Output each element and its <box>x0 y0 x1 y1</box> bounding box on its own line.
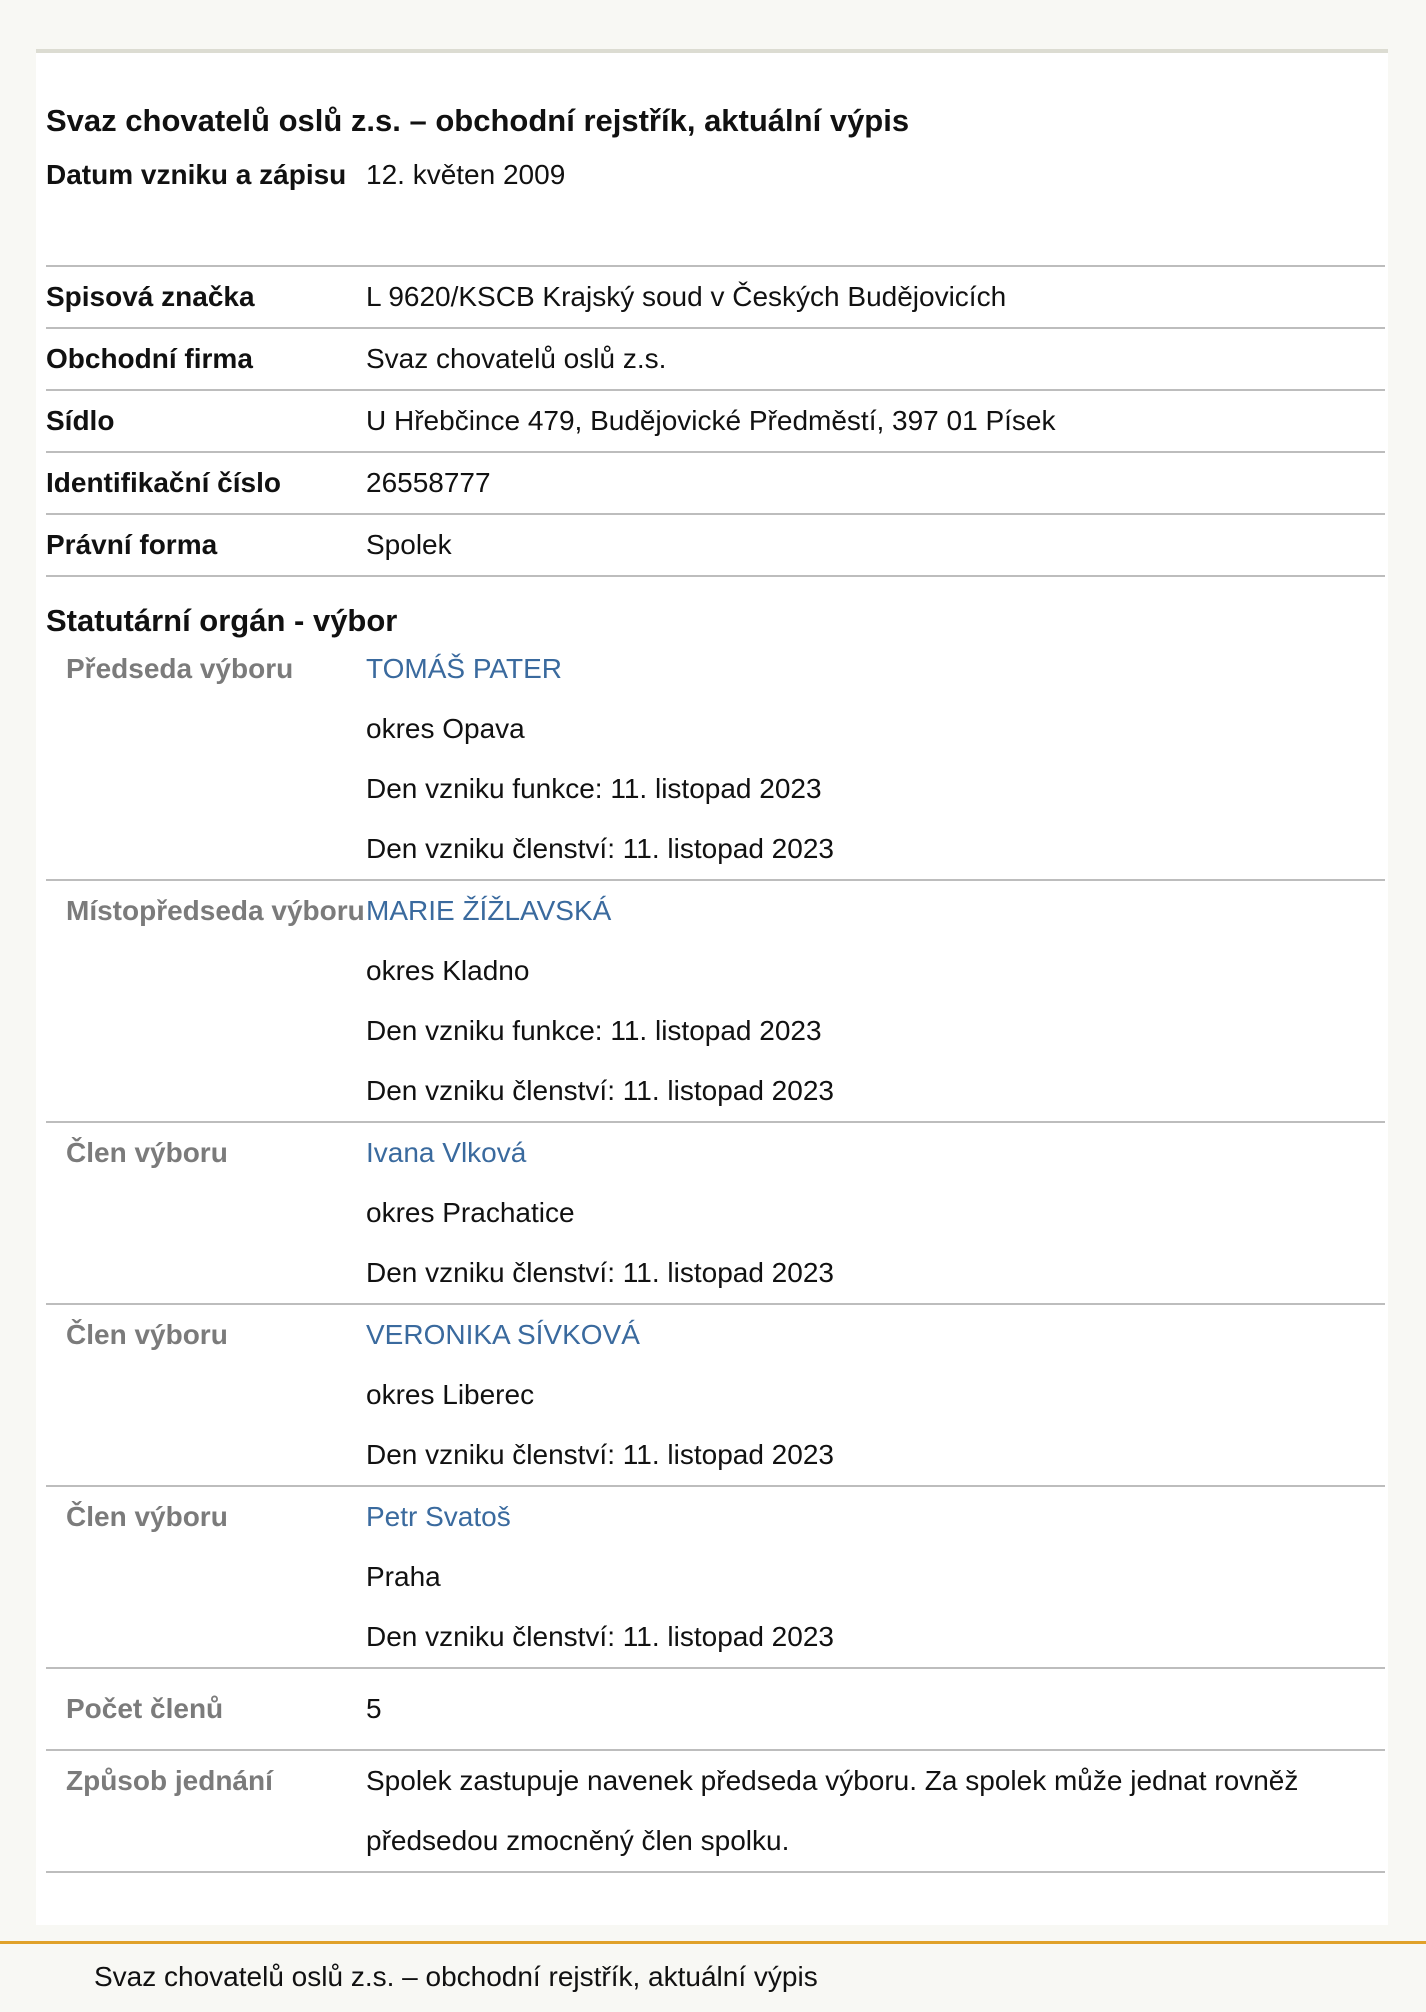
member-details <box>366 881 1385 1121</box>
row-identifikacni-cislo <box>46 453 1385 515</box>
member-membership-start: Den vzniku členství: 11. listopad 2023 <box>366 1257 834 1288</box>
member-membership-start: Den vzniku členství: 11. listopad 2023 <box>366 1075 834 1106</box>
register-extract-content <box>46 99 1385 1873</box>
section-heading-statutarni-organ: Statutární orgán - výbor <box>46 603 398 638</box>
member-name-link[interactable]: VERONIKA SÍVKOVÁ <box>366 1319 640 1350</box>
row-sidlo <box>46 391 1385 453</box>
register-extract-card <box>36 49 1388 1925</box>
member-district: okres Prachatice <box>366 1197 575 1228</box>
member-details <box>366 1123 1385 1303</box>
value-zpusob-jednani: Spolek zastupuje navenek předseda výboru. Za spolek může jednat rovněž předsedou zmocněný člen spolku. <box>366 1765 1299 1856</box>
row-zpusob-jednani <box>46 1751 1385 1873</box>
row-obchodni-firma <box>46 329 1385 391</box>
row-pravni-forma <box>46 515 1385 577</box>
label-pravni-forma: Právní forma <box>46 529 218 560</box>
value-pocet-clenu: 5 <box>366 1693 382 1724</box>
member-function-start: Den vzniku funkce: 11. listopad 2023 <box>366 1015 822 1046</box>
member-membership-start: Den vzniku členství: 11. listopad 2023 <box>366 1621 834 1652</box>
member-name-link[interactable]: MARIE ŽÍŽLAVSKÁ <box>366 895 612 926</box>
row-spisova-znacka <box>46 267 1385 329</box>
label-sidlo: Sídlo <box>46 405 115 436</box>
label-datum-vzniku: Datum vzniku a zápisu <box>46 159 347 190</box>
member-name-link[interactable]: Petr Svatoš <box>366 1501 511 1532</box>
member-name-link[interactable]: TOMÁŠ PATER <box>366 653 563 684</box>
label-zpusob-jednani: Způsob jednání <box>66 1765 273 1796</box>
member-district: Praha <box>366 1561 441 1592</box>
member-row <box>46 1305 1385 1487</box>
member-district: okres Opava <box>366 713 525 744</box>
member-details <box>366 639 1385 879</box>
page-footer <box>0 1941 1426 2012</box>
member-row <box>46 1123 1385 1305</box>
value-datum-vzniku: 12. květen 2009 <box>366 159 566 190</box>
value-pravni-forma: Spolek <box>366 529 452 560</box>
row-pocet-clenu <box>46 1669 1385 1751</box>
value-obchodni-firma: Svaz chovatelů oslů z.s. <box>366 343 667 374</box>
value-sidlo: U Hřebčince 479, Budějovické Předměstí, 397 01 Písek <box>366 405 1056 436</box>
member-row <box>46 1487 1385 1669</box>
member-details <box>366 1487 1385 1667</box>
member-role: Předseda výboru <box>66 653 294 684</box>
label-identifikacni-cislo: Identifikační číslo <box>46 467 281 498</box>
member-membership-start: Den vzniku členství: 11. listopad 2023 <box>366 1439 834 1470</box>
row-datum-vzniku <box>46 143 1385 267</box>
member-district: okres Kladno <box>366 955 530 986</box>
member-role: Člen výboru <box>66 1501 228 1532</box>
label-pocet-clenu: Počet členů <box>66 1693 224 1724</box>
label-obchodni-firma: Obchodní firma <box>46 343 253 374</box>
member-role: Místopředseda výboru <box>66 895 365 926</box>
member-details <box>366 1305 1385 1485</box>
value-identifikacni-cislo: 26558777 <box>366 467 491 498</box>
page-title: Svaz chovatelů oslů z.s. – obchodní rejstřík, aktuální výpis <box>46 103 910 138</box>
member-membership-start: Den vzniku členství: 11. listopad 2023 <box>366 833 834 864</box>
member-function-start: Den vzniku funkce: 11. listopad 2023 <box>366 773 822 804</box>
footer-text: Svaz chovatelů oslů z.s. – obchodní rejstřík, aktuální výpis <box>94 1961 818 1992</box>
member-role: Člen výboru <box>66 1137 228 1168</box>
member-role: Člen výboru <box>66 1319 228 1350</box>
member-district: okres Liberec <box>366 1379 535 1410</box>
value-spisova-znacka: L 9620/KSCB Krajský soud v Českých Budějovicích <box>366 281 1007 312</box>
label-spisova-znacka: Spisová značka <box>46 281 255 312</box>
member-row <box>46 881 1385 1123</box>
member-name-link[interactable]: Ivana Vlková <box>366 1137 527 1168</box>
member-row <box>46 639 1385 881</box>
